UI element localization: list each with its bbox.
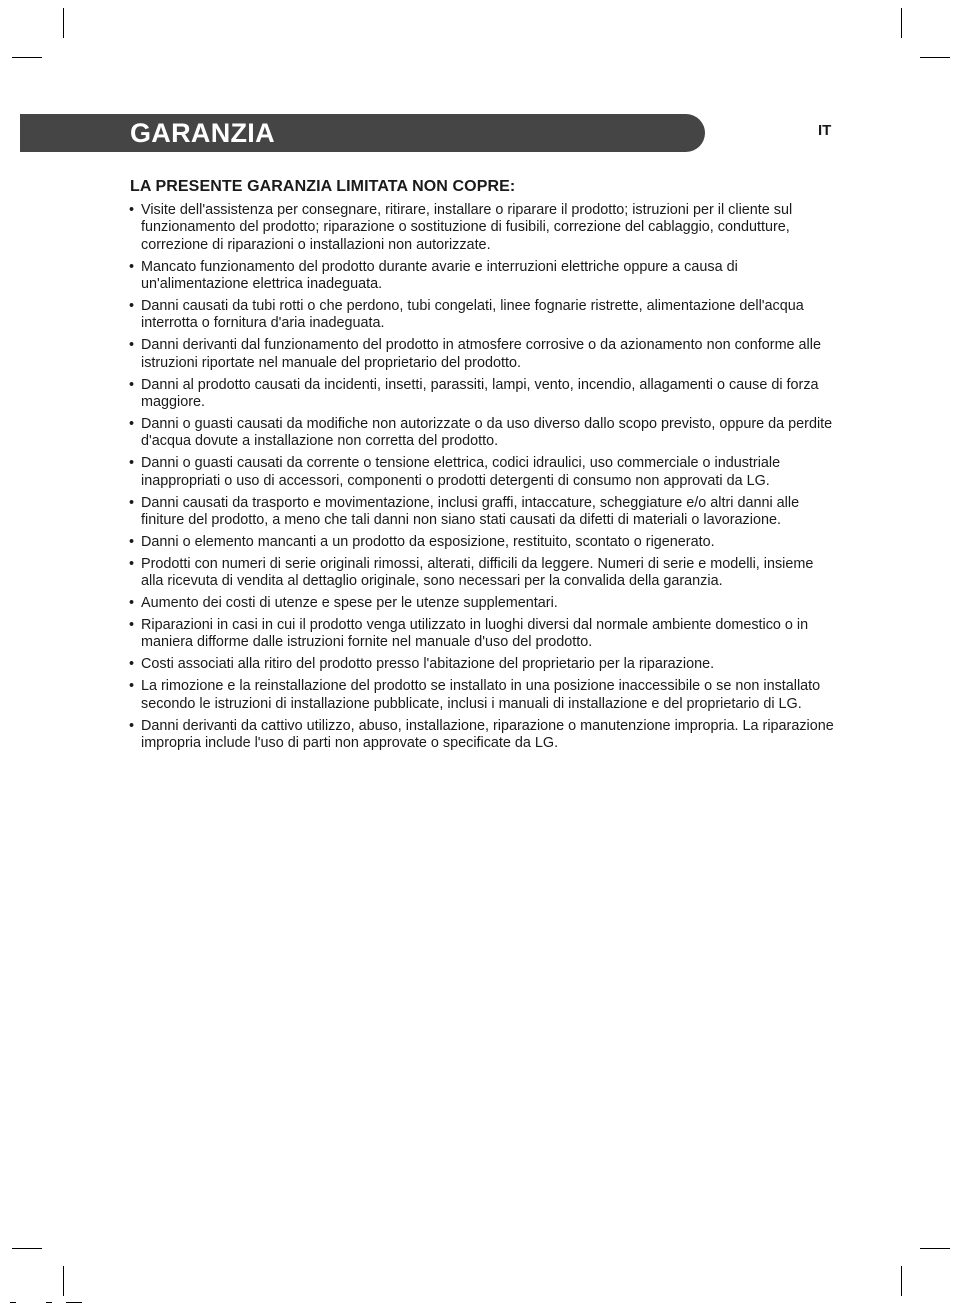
list-item: • Danni causati da tubi rotti o che perdono, tubi congelati, linee fognarie ristrette, alimentazione dell'acqua interrotta o fornitura d'aria inadeguata.	[129, 298, 839, 333]
crop-mark-bottom-left-vertical	[63, 1266, 64, 1296]
list-item: • Danni derivanti dal funzionamento del prodotto in atmosfere corrosive o da azionamento non conforme alle istruzioni riportate nel manuale del proprietario del prodotto.	[129, 337, 839, 372]
title-banner	[20, 114, 705, 152]
list-item: • Aumento dei costi di utenze e spese per le utenze supplementari.	[129, 595, 839, 612]
footer-mark-1	[10, 1302, 16, 1303]
list-item: • Prodotti con numeri di serie originali rimossi, alterati, difficili da leggere. Numeri di serie e modelli, insieme alla ricevuta di vendita al dettaglio originale, sono necessari per la convalida della garanzia.	[129, 556, 839, 591]
crop-mark-bottom-right-horizontal	[920, 1248, 950, 1249]
list-item: • La rimozione e la reinstallazione del prodotto se installato in una posizione inaccessibile o se non installato secondo le istruzioni di installazione pubblicate, inclusi i manuali di installazione e del proprietario di LG.	[129, 678, 839, 713]
list-item: • Danni causati da trasporto e movimentazione, inclusi graffi, intaccature, scheggiature e/o altri danni alle finiture del prodotto, a meno che tali danni non siano stati causati da difetti di materiali o lavorazione.	[129, 495, 839, 530]
list-item: • Danni o guasti causati da corrente o tensione elettrica, codici idraulici, uso commerciale o industriale inappropriati o uso di accessori, componenti o prodotti detergenti di consumo non approvati da LG.	[129, 455, 839, 490]
list-item: • Visite dell'assistenza per consegnare, ritirare, installare o riparare il prodotto; istruzioni per il cliente sul funzionamento del prodotto; riparazione o sostituzione di fusibili, correzione del cablaggio, condutture, correzione di riparazioni o installazioni non autorizzate.	[129, 202, 839, 254]
list-item: • Riparazioni in casi in cui il prodotto venga utilizzato in luoghi diversi dal normale ambiente domestico o in maniera difforme dalle istruzioni fornite nel manuale d'uso del prodotto.	[129, 617, 839, 652]
language-code: IT	[818, 122, 832, 139]
list-item: • Danni o guasti causati da modifiche non autorizzate o da uso diverso dallo scopo previsto, oppure da perdite d'acqua dovute a installazione non corretta del prodotto.	[129, 416, 839, 451]
page-title: GARANZIA	[130, 118, 275, 148]
list-item: • Danni al prodotto causati da incidenti, insetti, parassiti, lampi, vento, incendio, allagamenti o cause di forza maggiore.	[129, 377, 839, 412]
crop-mark-top-left-horizontal	[12, 57, 42, 58]
crop-mark-top-right-horizontal	[920, 57, 950, 58]
footer-mark-3	[66, 1302, 82, 1303]
exclusion-list	[129, 202, 839, 757]
crop-mark-top-left-vertical	[63, 8, 64, 38]
crop-mark-top-right-vertical	[901, 8, 902, 38]
crop-mark-bottom-right-vertical	[901, 1266, 902, 1296]
list-item: • Costi associati alla ritiro del prodotto presso l'abitazione del proprietario per la riparazione.	[129, 656, 839, 673]
crop-mark-bottom-left-horizontal	[12, 1248, 42, 1249]
list-item: • Danni derivanti da cattivo utilizzo, abuso, installazione, riparazione o manutenzione impropria. La riparazione impropria include l'uso di parti non approvate o specificate da LG.	[129, 718, 839, 753]
list-item: • Danni o elemento mancanti a un prodotto da esposizione, restituito, scontato o rigenerato.	[129, 534, 839, 551]
list-item: • Mancato funzionamento del prodotto durante avarie e interruzioni elettriche oppure a causa di un'alimentazione elettrica inadeguata.	[129, 259, 839, 294]
footer-mark-2	[46, 1302, 52, 1303]
section-heading: LA PRESENTE GARANZIA LIMITATA NON COPRE:	[130, 178, 516, 195]
